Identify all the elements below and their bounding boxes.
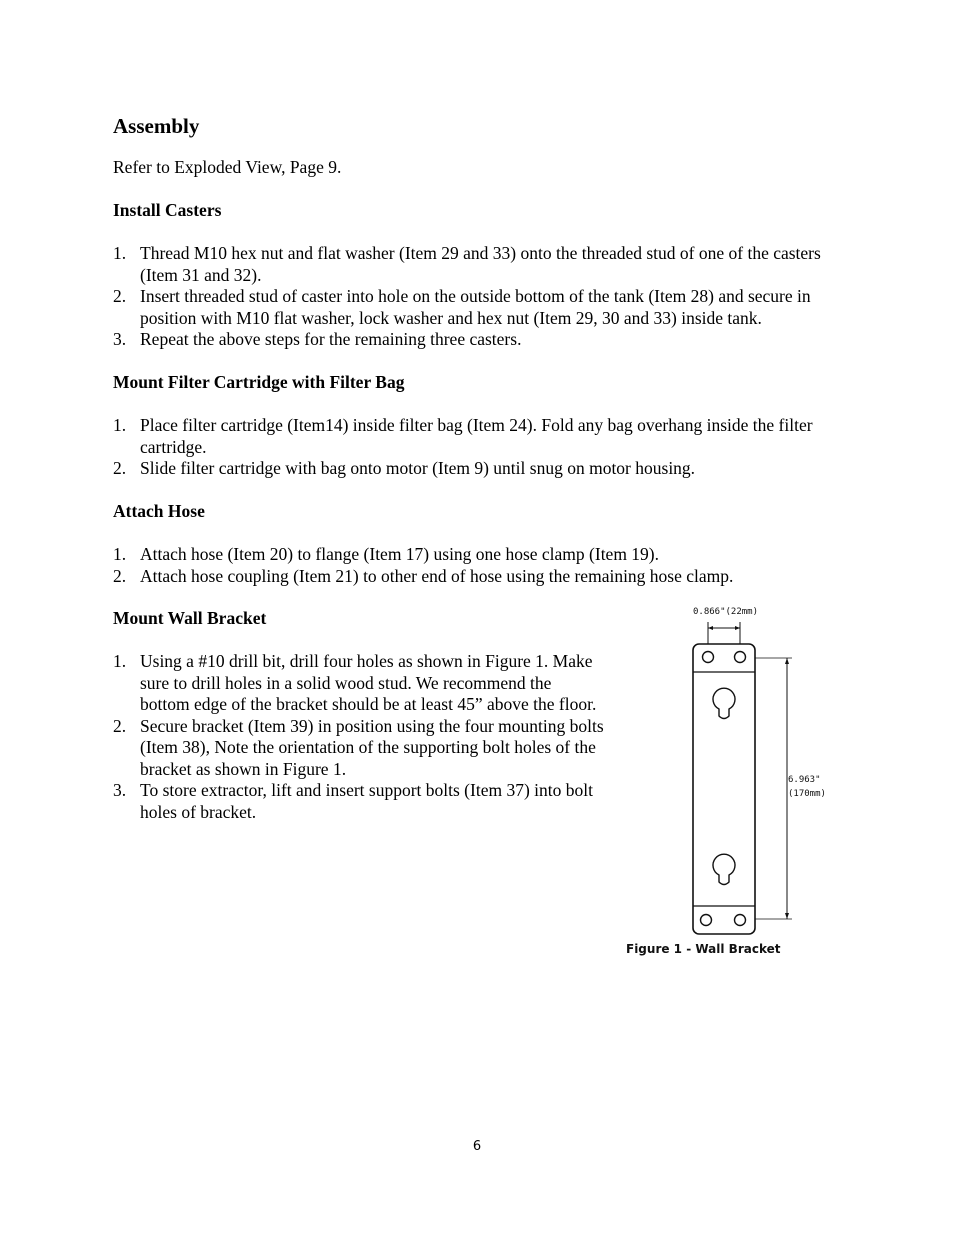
arrowhead (735, 626, 740, 630)
arrowhead (708, 626, 713, 630)
arrowhead (785, 658, 789, 664)
mount-filter-steps (113, 415, 843, 480)
section-heading-mount-wall-bracket: Mount Wall Bracket (113, 608, 267, 628)
mounting-hole (703, 652, 714, 663)
mounting-hole (735, 915, 746, 926)
intro-text: Refer to Exploded View, Page 9. (113, 157, 342, 177)
mount-wall-bracket-steps (113, 651, 605, 823)
list-item: 1. Thread M10 hex nut and flat washer (Item 29 and 33) onto the threaded stud of one of the casters (Item 31 and 32). (113, 243, 821, 285)
list-item: 2. Secure bracket (Item 39) in position using the four mounting bolts (Item 38), Note the orientation of the supporting bolt holes of the bracket as shown in Figure 1. (113, 715, 604, 779)
arrowhead (785, 913, 789, 919)
list-item: 3. To store extractor, lift and insert support bolts (Item 37) into bolt holes of bracket. (113, 780, 593, 822)
mounting-hole (701, 915, 712, 926)
list-item: 1. Using a #10 drill bit, drill four holes as shown in Figure 1. Make sure to drill holes in a solid wood stud. We recommend the bottom edge of the bracket should be at least 45” above the floor. (113, 651, 597, 714)
list-item: 2. Attach hose coupling (Item 21) to other end of hose using the remaining hose clamp. (113, 565, 734, 586)
section-heading-mount-filter: Mount Filter Cartridge with Filter Bag (113, 372, 405, 392)
page-number: 6 (472, 1139, 482, 1154)
list-item: 1. Attach hose (Item 20) to flange (Item 17) using one hose clamp (Item 19). (113, 544, 660, 564)
install-casters-steps (113, 243, 843, 351)
list-item: 3. Repeat the above steps for the remaining three casters. (113, 329, 522, 349)
wall-bracket-figure (620, 598, 835, 943)
section-heading-attach-hose: Attach Hose (113, 501, 205, 521)
mounting-hole (735, 652, 746, 663)
list-item: 1. Place filter cartridge (Item14) inside filter bag (Item 24). Fold any bag overhang inside the filter cartridge. (113, 415, 813, 457)
list-item: 2. Insert threaded stud of caster into hole on the outside bottom of the tank (Item 28) and secure in position with M10 flat washer, lock washer and hex nut (Item 29, 30 and 33) inside tank. (113, 286, 811, 328)
attach-hose-steps (113, 544, 843, 587)
page-title: Assembly (113, 114, 200, 138)
width-dimension-label: 0.866"(22mm) (693, 607, 759, 617)
section-heading-install-casters: Install Casters (113, 200, 222, 220)
figure-caption: Figure 1 - Wall Bracket (626, 942, 781, 956)
height-dimension-label: 6.963" (788, 775, 821, 785)
bracket-plate (693, 644, 755, 934)
height-dimension-metric-label: (170mm) (788, 789, 826, 799)
list-item: 2. Slide filter cartridge with bag onto motor (Item 9) until snug on motor housing. (113, 458, 696, 478)
